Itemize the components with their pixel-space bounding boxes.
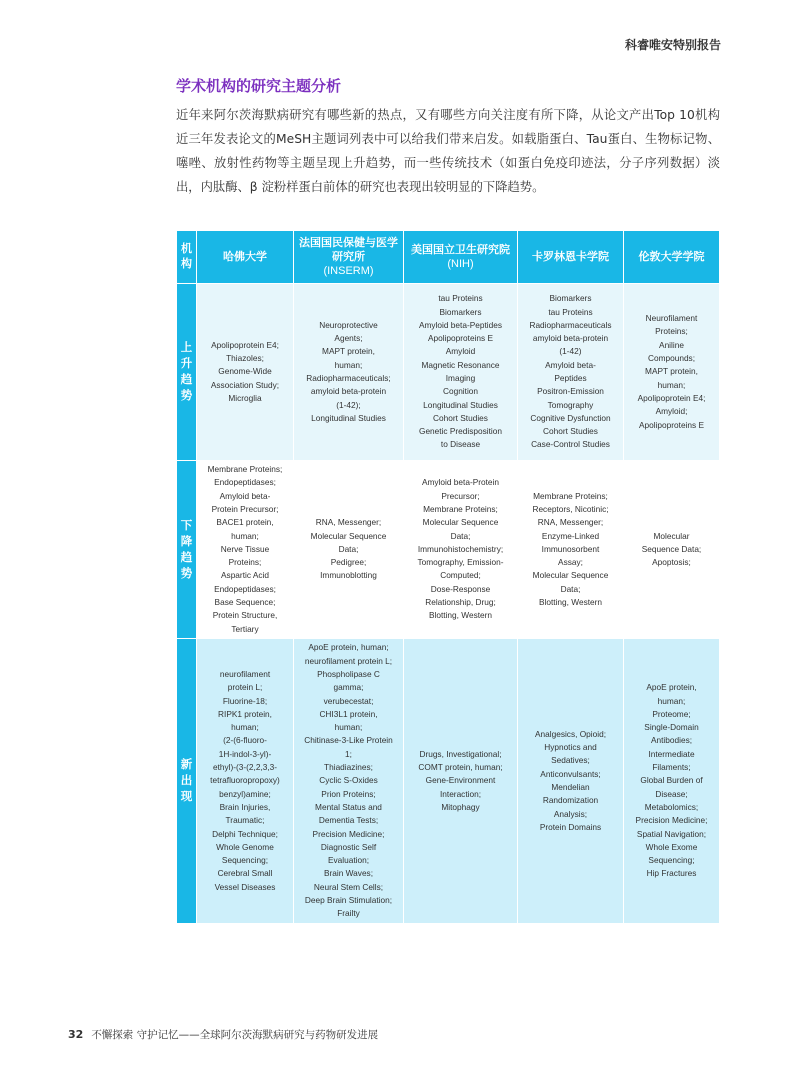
report-header-title: 科睿唯安特别报告: [624, 38, 721, 52]
table-cell: [404, 284, 518, 461]
cell-line: Radiopharmaceuticals: [529, 319, 612, 330]
cell-line: Immunosorbent: [541, 543, 600, 554]
table-cell: [624, 284, 720, 461]
col-header-label: 美国国立卫生研究院: [411, 244, 510, 256]
cell-line: Blotting, Western: [538, 597, 603, 608]
research-topic-table: [176, 230, 720, 924]
cell-line: Biomarkers: [549, 293, 592, 304]
cell-line: (1-42);: [336, 399, 361, 410]
cell-line: Radiopharmaceuticals;: [306, 373, 391, 383]
cell-line: Blotting, Western: [428, 610, 493, 621]
cell-line: Genetic Predisposition: [418, 426, 502, 437]
cell-line: verubecestat;: [323, 695, 374, 706]
cell-line: Computed;: [440, 570, 481, 581]
cell-line: 1;: [345, 748, 352, 759]
table-cell: [197, 284, 294, 461]
cell-line: RIPK1 protein,: [218, 708, 272, 719]
cell-line: Base Sequence;: [214, 597, 276, 608]
cell-line: Anticonvulsants;: [540, 768, 601, 779]
cell-line: Longitudinal Studies: [423, 399, 498, 410]
cell-line: Membrane Proteins;: [533, 490, 608, 501]
cell-line: Receptors, Nicotinic;: [532, 503, 609, 514]
cell-line: Cyclic S-Oxides: [319, 775, 378, 786]
table-cell: [624, 461, 720, 639]
cell-line: Compounds;: [647, 353, 696, 364]
cell-line: Biomarkers: [439, 306, 482, 317]
cell-line: Brain Injuries,: [219, 801, 271, 812]
cell-line: RNA, Messenger;: [315, 517, 382, 528]
cell-line: Data;: [450, 530, 471, 541]
col-header-harvard: [197, 231, 294, 284]
cell-line: Apolipoprotein E4;: [637, 392, 706, 403]
cell-line: Deep Brain Stimulation;: [304, 895, 393, 906]
cell-line: Longitudinal Studies: [311, 412, 386, 423]
cell-line: Cognitive Dysfunction: [530, 412, 611, 423]
cell-line: tau Proteins: [548, 306, 593, 317]
cell-line: Association Study;: [210, 379, 280, 390]
cell-line: Magnetic Resonance: [421, 359, 500, 370]
col-header-karolinska: [518, 231, 624, 284]
cell-line: neurofilament protein L;: [304, 655, 393, 666]
cell-line: Delphi Technique;: [212, 828, 278, 839]
row-header: 下 降 趋 势: [177, 461, 197, 639]
cell-line: tetrafluoropropoxy): [210, 775, 280, 786]
cell-line: Apoptosis;: [652, 557, 691, 568]
cell-line: human;: [231, 722, 259, 733]
cell-line: Sequencing;: [221, 855, 269, 866]
cell-line: Apolipoproteins E: [638, 419, 705, 430]
row-emerging: [177, 639, 720, 924]
cell-line: human;: [657, 695, 686, 706]
cell-line: Sequencing;: [648, 855, 695, 866]
cell-line: Molecular: [653, 530, 690, 541]
page-footer: [68, 1027, 378, 1042]
cell-line: Tomography, Emission-: [417, 557, 504, 568]
cell-line: Imaging: [445, 373, 476, 383]
cell-line: human;: [231, 530, 259, 541]
page-number: 32: [68, 1028, 84, 1041]
cell-line: Neurofilament: [645, 313, 698, 324]
cell-line: (1-42): [559, 346, 582, 357]
cell-line: Precursor;: [441, 490, 480, 501]
cell-line: Mental Status and: [315, 801, 382, 812]
cell-line: Evaluation;: [327, 855, 370, 866]
cell-line: Amyloid beta-Protein: [421, 477, 499, 488]
table-cell: [197, 461, 294, 639]
cell-line: Spatial Navigation;: [636, 828, 707, 839]
cell-line: Thiadiazines;: [324, 762, 373, 773]
cell-line: ApoE protein,: [646, 682, 697, 693]
cell-line: Neural Stem Cells;: [313, 881, 384, 892]
cell-line: Randomization: [542, 795, 599, 806]
cell-line: RNA, Messenger;: [537, 517, 604, 528]
cell-line: Amyloid: [445, 346, 476, 357]
table-cell: [294, 284, 404, 461]
cell-line: Phospholipase C: [317, 668, 380, 679]
col-header-sub: (INSERM): [323, 265, 374, 277]
cell-line: Whole Exome: [645, 841, 698, 852]
col-header-label: 伦敦大学学院: [638, 251, 705, 263]
cell-line: Global Burden of: [640, 775, 703, 786]
cell-line: benzyl)amine;: [219, 788, 271, 799]
cell-line: Precision Medicine;: [312, 828, 385, 839]
cell-line: Peptides: [554, 373, 587, 383]
col-header-ucl: [624, 231, 720, 284]
cell-line: ethyl)-(3-(2,2,3,3-: [212, 762, 278, 773]
cell-line: Relationship, Drug;: [425, 597, 496, 608]
footer-text: 不懈探索 守护记忆——全球阿尔茨海默病研究与药物研发进展: [91, 1029, 379, 1041]
cell-line: Traumatic;: [225, 815, 265, 826]
cell-line: Sequence Data;: [641, 543, 702, 554]
table-cell: [518, 284, 624, 461]
cell-line: Tomography: [547, 399, 594, 410]
cell-line: Pedigree;: [330, 557, 367, 568]
cell-line: Immunoblotting: [320, 570, 377, 581]
cell-line: to Disease: [440, 439, 481, 450]
row-header: 新 出 现: [177, 639, 197, 924]
cell-line: Protein Domains: [539, 821, 602, 832]
cell-line: Dementia Tests;: [318, 815, 379, 826]
cell-line: gamma;: [333, 682, 364, 693]
cell-line: Proteins;: [655, 326, 688, 337]
col-header-nih: [404, 231, 518, 284]
cell-line: Mendelian: [551, 782, 590, 792]
cell-line: Single-Domain: [644, 722, 699, 733]
cell-line: Sedatives;: [551, 755, 590, 766]
cell-line: Brain Waves;: [323, 868, 374, 879]
cell-line: Immunohistochemistry;: [417, 543, 504, 554]
cell-line: Whole Genome: [216, 841, 274, 852]
cell-line: Proteins;: [228, 557, 262, 568]
cell-line: Positron-Emission: [537, 386, 604, 397]
cell-line: Apolipoprotein E4;: [211, 339, 279, 350]
cell-line: Proteome;: [652, 708, 691, 719]
cell-line: Agents;: [334, 333, 363, 344]
cell-line: Data;: [338, 543, 359, 554]
cell-line: Metabolomics;: [644, 801, 699, 812]
cell-line: Filaments;: [652, 762, 691, 773]
row-rising: [177, 284, 720, 461]
cell-line: Aniline: [659, 339, 684, 350]
col-header-sub: (NIH): [447, 258, 474, 270]
cell-line: BACE1 protein,: [216, 517, 274, 528]
cell-line: Amyloid beta-Peptides: [418, 319, 502, 330]
cell-line: neurofilament: [219, 668, 271, 679]
cell-line: ApoE protein, human;: [308, 642, 389, 653]
cell-line: Enzyme-Linked: [541, 530, 600, 541]
cell-line: Molecular Sequence: [422, 517, 499, 528]
table-cell: [294, 639, 404, 924]
cell-line: human;: [334, 359, 363, 370]
cell-line: Interaction;: [439, 788, 482, 799]
cell-line: tau Proteins: [438, 293, 483, 304]
cell-line: Dose-Response: [430, 583, 491, 594]
cell-line: Cohort Studies: [433, 412, 488, 423]
cell-line: Analysis;: [553, 808, 588, 819]
cell-line: amyloid beta-protein: [310, 386, 387, 397]
cell-line: Antibodies;: [650, 735, 693, 746]
cell-line: Aspartic Acid: [221, 570, 269, 581]
cell-line: Vessel Diseases: [214, 881, 276, 892]
col-header-label: 卡罗林恩卡学院: [532, 251, 609, 263]
cell-line: Molecular Sequence: [310, 530, 387, 541]
cell-line: Protein Structure,: [212, 610, 278, 621]
cell-line: Analgesics, Opioid;: [534, 728, 607, 739]
cell-line: Prion Proteins;: [321, 788, 376, 799]
cell-line: Assay;: [558, 557, 583, 568]
cell-line: 1H-indol-3-yl)-: [218, 748, 272, 759]
cell-line: CHI3L1 protein,: [319, 708, 378, 719]
cell-line: protein L;: [227, 682, 263, 693]
cell-line: Gene-Environment: [425, 775, 496, 786]
cell-line: Membrane Proteins;: [423, 503, 498, 514]
cell-line: Endopeptidases;: [214, 477, 276, 488]
cell-line: human;: [657, 379, 686, 390]
cell-line: Intermediate: [648, 748, 695, 759]
cell-line: Chitinase-3-Like Protein: [304, 735, 393, 746]
cell-line: Thiazoles;: [226, 353, 264, 364]
cell-line: Amyloid;: [655, 406, 688, 417]
cell-line: Amyloid beta-: [219, 490, 271, 501]
cell-line: Cohort Studies: [543, 426, 598, 437]
cell-line: (2-(6-fluoro-: [223, 735, 267, 746]
cell-line: Molecular Sequence: [532, 570, 609, 581]
cell-line: MAPT protein,: [645, 366, 698, 377]
cell-line: Microglia: [228, 392, 262, 403]
corner-header: 机 构: [177, 231, 197, 284]
cell-line: Hip Fractures: [646, 868, 697, 879]
cell-line: Membrane Proteins;: [207, 464, 283, 475]
cell-line: Genome-Wide: [218, 366, 272, 377]
cell-line: Mitophagy: [441, 801, 480, 812]
table-cell: [404, 639, 518, 924]
table-cell: [294, 461, 404, 639]
cell-line: Fluorine-18;: [222, 695, 268, 706]
cell-line: Diagnostic Self: [320, 841, 377, 852]
cell-line: Cognition: [442, 386, 479, 397]
cell-line: COMT protein, human;: [418, 762, 503, 773]
cell-line: amyloid beta-protein: [532, 333, 609, 344]
row-declining: [177, 461, 720, 639]
table-cell: [518, 461, 624, 639]
cell-line: MAPT protein,: [322, 346, 375, 357]
table-cell: [518, 639, 624, 924]
cell-line: Protein Precursor;: [211, 503, 279, 514]
col-header-inserm: [294, 231, 404, 284]
col-header-label: 哈佛大学: [223, 251, 267, 263]
cell-line: Precision Medicine;: [635, 815, 708, 826]
cell-line: Drugs, Investigational;: [419, 748, 502, 759]
cell-line: Case-Control Studies: [531, 439, 610, 450]
table-cell: [404, 461, 518, 639]
cell-line: Apolipoproteins E: [427, 333, 494, 344]
cell-line: Nerve Tissue: [220, 543, 270, 554]
cell-line: Data;: [560, 583, 581, 594]
section-title: 学术机构的研究主题分析: [176, 77, 342, 95]
cell-line: Cerebral Small: [217, 868, 273, 879]
row-header: 上 升 趋 势: [177, 284, 197, 461]
cell-line: human;: [334, 722, 363, 733]
col-header-label: 法国国民保健与医学研究所: [299, 237, 398, 263]
cell-line: Amyloid beta-: [545, 359, 596, 370]
cell-line: Hypnotics and: [544, 742, 597, 753]
cell-line: Endopeptidases;: [214, 583, 276, 594]
intro-paragraph: 近年来阿尔茨海默病研究有哪些新的热点，又有哪些方向关注度有所下降，从论文产出Top 10机构近三年发表论文的MeSH主题词列表中可以给我们带来启发。如载脂蛋白、Tau蛋白、生物标记物、噻唑、放射性药物等主题呈现上升趋势，而一些传统技术（如蛋白免疫印迹法，分子序列数据）淡出，内肽酶、β 淀粉样蛋白前体的研究也表现出较明显的下降趋势。: [176, 108, 720, 194]
table-cell: [624, 639, 720, 924]
table-cell: [197, 639, 294, 924]
cell-line: Frailty: [337, 908, 360, 919]
cell-line: Disease;: [655, 788, 688, 799]
cell-line: Tertiary: [231, 623, 259, 634]
cell-line: Neuroprotective: [319, 319, 378, 330]
